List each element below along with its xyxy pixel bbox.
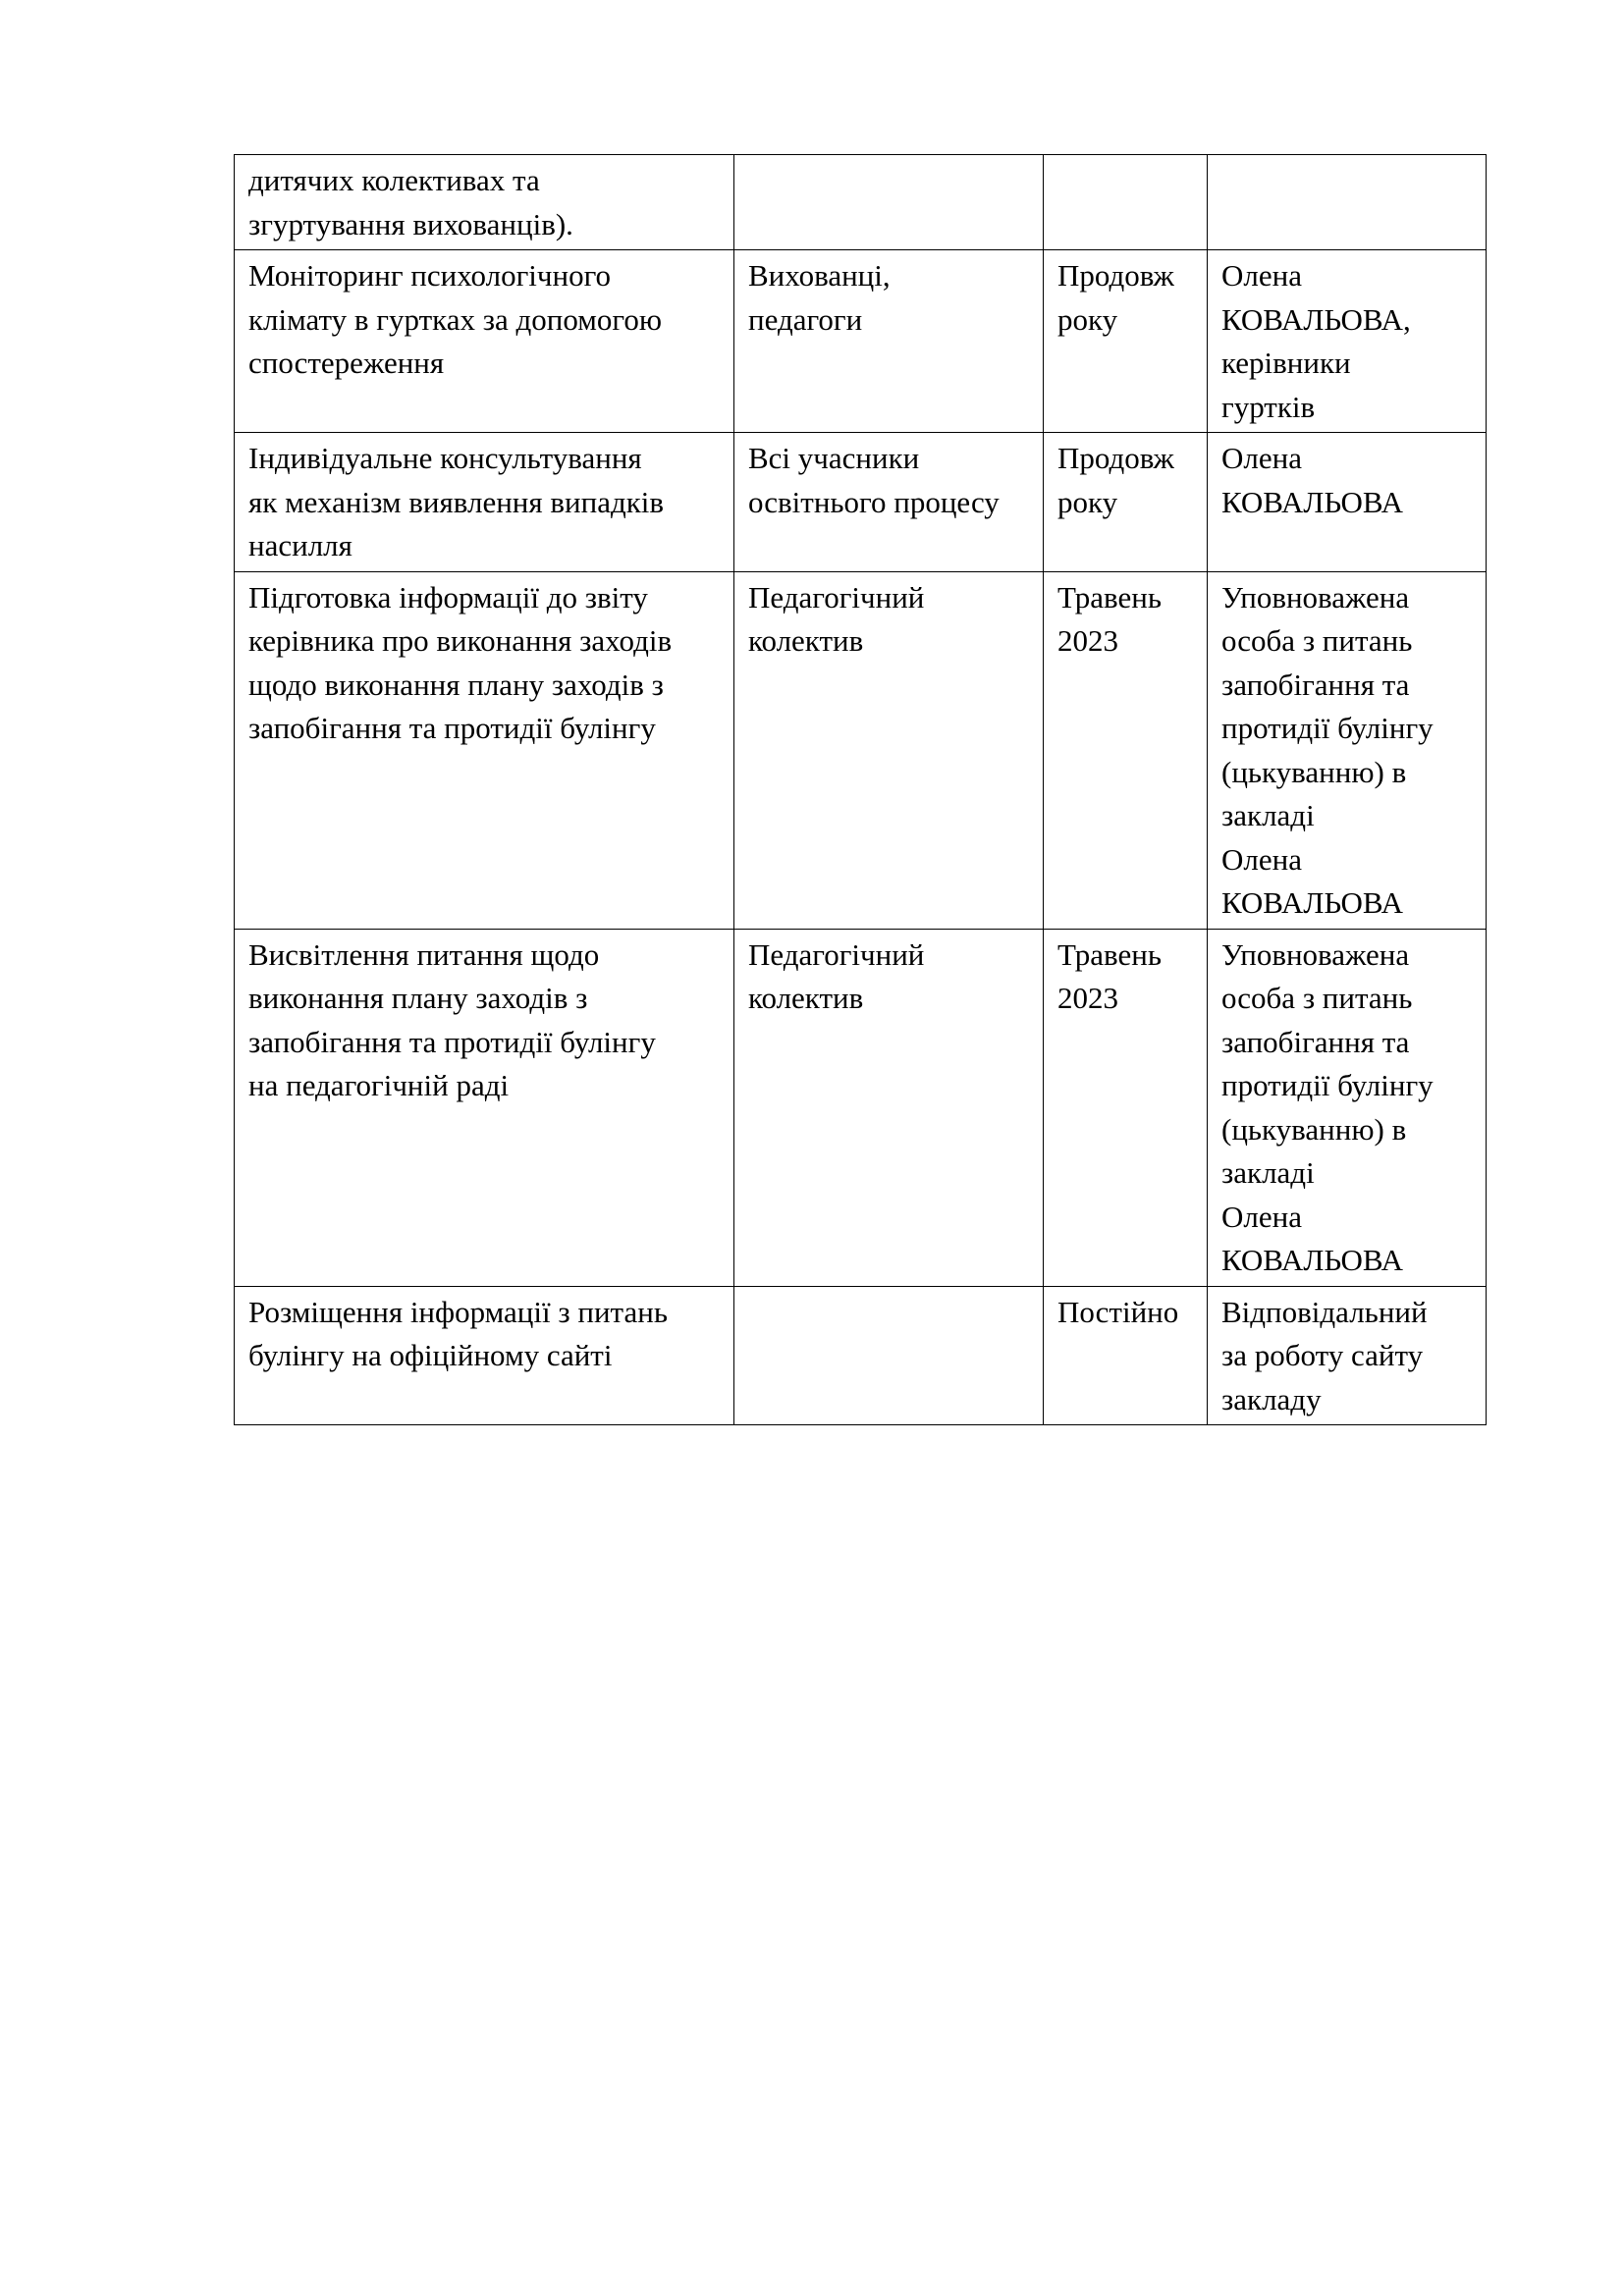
responsible-text: Уповноважена особа з питань запобігання та протидії булінгу (цькуванню) в закладі Олена КОВАЛЬОВА	[1221, 936, 1434, 1277]
responsible-cell	[1208, 571, 1487, 929]
anti-bullying-plan-table	[234, 154, 1487, 1425]
table-row	[235, 433, 1487, 572]
term-text: Продовж року	[1057, 441, 1174, 519]
activity-text: Підготовка інформації до звіту керівника про виконання заходів щодо виконання плану заходів з запобігання та протидії булінгу	[248, 579, 673, 745]
activity-cell	[235, 155, 734, 250]
responsible-text: Олена КОВАЛЬОВА	[1221, 441, 1403, 519]
activity-cell	[235, 571, 734, 929]
participants-text: Всі учасники освітнього процесу	[748, 441, 1000, 519]
responsible-cell	[1208, 929, 1487, 1286]
term-cell	[1044, 155, 1208, 250]
activity-text: Висвітлення питання щодо виконання плану заходів з запобігання та протидії булінгу на педагогічній раді	[248, 936, 656, 1102]
participants-text: Педагогічний колектив	[748, 579, 925, 658]
responsible-text: Відповідальний за роботу сайту закладу	[1221, 1294, 1428, 1416]
activity-text: Розміщення інформації з питань булінгу на офіційному сайті	[248, 1294, 668, 1372]
participants-cell	[734, 929, 1044, 1286]
activity-text: Індивідуальне консультування як механізм виявлення випадків насилля	[248, 441, 665, 562]
responsible-text: Олена КОВАЛЬОВА, керівники гуртків	[1221, 258, 1411, 424]
table-row	[235, 929, 1487, 1286]
term-text: Травень 2023	[1057, 579, 1162, 658]
activity-text: дитячих колективах та згуртування вихованців).	[248, 163, 573, 241]
activity-text: Моніторинг психологічного клімату в гуртках за допомогою спостереження	[248, 258, 662, 380]
term-text: Продовж року	[1057, 258, 1174, 337]
activity-cell	[235, 929, 734, 1286]
participants-cell	[734, 571, 1044, 929]
participants-cell	[734, 155, 1044, 250]
term-cell	[1044, 250, 1208, 433]
participants-text: Педагогічний колектив	[748, 936, 925, 1015]
term-cell	[1044, 1286, 1208, 1425]
responsible-cell	[1208, 433, 1487, 572]
responsible-cell	[1208, 1286, 1487, 1425]
participants-text: Вихованці, педагоги	[748, 258, 891, 337]
participants-cell	[734, 250, 1044, 433]
activity-cell	[235, 1286, 734, 1425]
term-cell	[1044, 571, 1208, 929]
activity-cell	[235, 250, 734, 433]
term-cell	[1044, 929, 1208, 1286]
responsible-text: Уповноважена особа з питань запобігання та протидії булінгу (цькуванню) в закладі Олена КОВАЛЬОВА	[1221, 579, 1434, 920]
term-cell	[1044, 433, 1208, 572]
participants-cell	[734, 433, 1044, 572]
table-row	[235, 571, 1487, 929]
activity-cell	[235, 433, 734, 572]
table-row	[235, 250, 1487, 433]
table-row	[235, 155, 1487, 250]
participants-cell	[734, 1286, 1044, 1425]
term-text: Травень 2023	[1057, 936, 1162, 1015]
table-row	[235, 1286, 1487, 1425]
responsible-cell	[1208, 155, 1487, 250]
term-text: Постійно	[1057, 1294, 1179, 1329]
responsible-cell	[1208, 250, 1487, 433]
